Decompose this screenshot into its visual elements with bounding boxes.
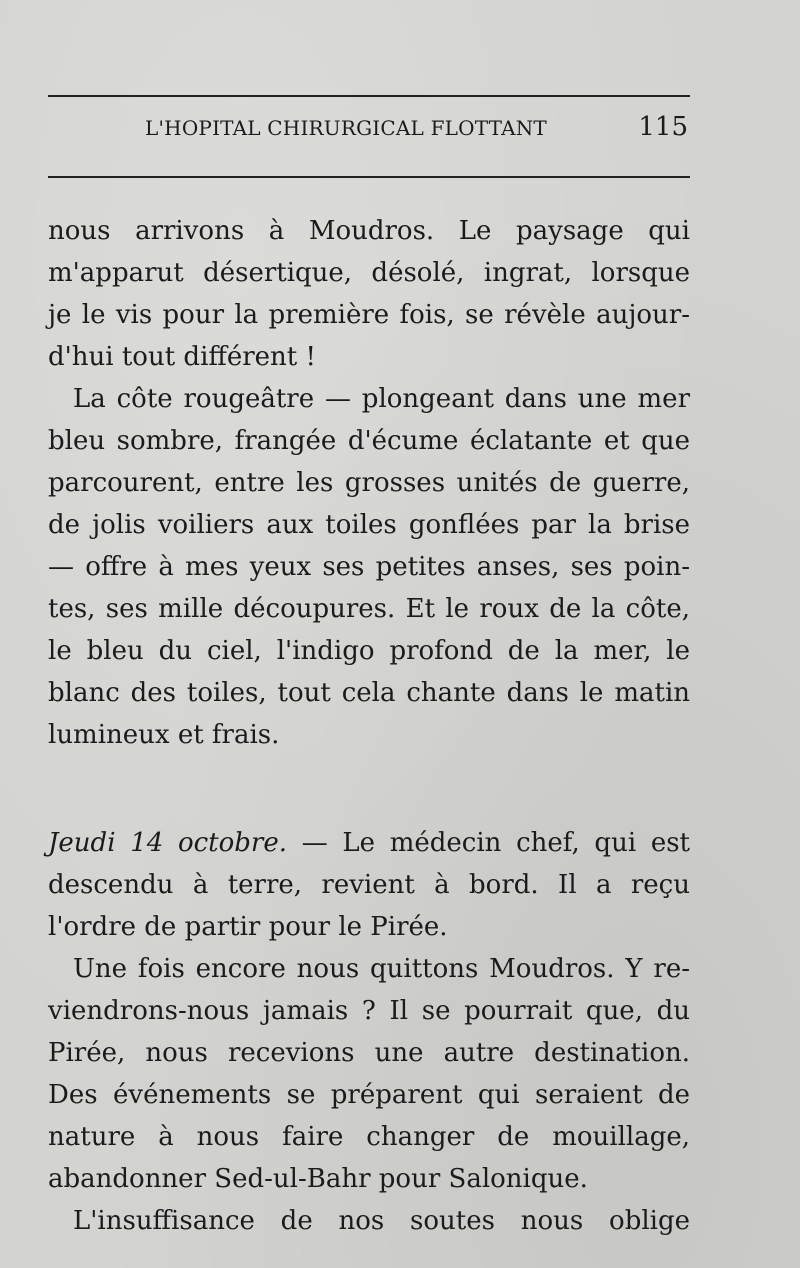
text-line: descendu à terre, revient à bord. Il a reçu (48, 870, 690, 900)
text-line: tes, ses mille découpures. Et le roux de la côte, (48, 594, 690, 624)
text-line (48, 822, 690, 864)
text-line: je le vis pour la première fois, se révèle aujour- (48, 300, 690, 330)
entry-date: Jeudi 14 octobre. (48, 828, 288, 858)
page-number: 115 (638, 112, 688, 142)
text-line: Pirée, nous recevions une autre destination. (48, 1038, 690, 1068)
section-gap (48, 756, 690, 822)
text-line: d'hui tout différent ! (48, 342, 316, 372)
text-line: Des événements se préparent qui seraient de (48, 1080, 690, 1110)
text-line: bleu sombre, frangée d'écume éclatante et que (48, 426, 690, 456)
text-line: nature à nous faire changer de mouillage, (48, 1122, 690, 1152)
running-title: L'HOPITAL CHIRURGICAL FLOTTANT (145, 116, 547, 140)
text-line: La côte rougeâtre — plongeant dans une mer (73, 384, 690, 414)
text-line: viendrons-nous jamais ? Il se pourrait que, du (48, 996, 690, 1026)
text-line: parcourent, entre les grosses unités de guerre, (48, 468, 690, 498)
header-rule-bottom (48, 176, 690, 178)
running-head (48, 112, 690, 144)
text-line: L'insuffisance de nos soutes nous oblige (73, 1206, 690, 1236)
text-line: blanc des toiles, tout cela chante dans le matin (48, 678, 690, 708)
text-line: abandonner Sed-ul-Bahr pour Salonique. (48, 1164, 588, 1194)
text-line: — offre à mes yeux ses petites anses, ses poin- (48, 552, 690, 582)
header-rule-top (48, 95, 690, 97)
text-line: le bleu du ciel, l'indigo profond de la mer, le (48, 636, 690, 666)
entry-first-line-rest: — Le médecin chef, qui est (287, 828, 690, 858)
text-line: Une fois encore nous quittons Moudros. Y re- (73, 954, 690, 984)
text-line: l'ordre de partir pour le Pirée. (48, 912, 448, 942)
text-line: m'apparut désertique, désolé, ingrat, lorsque (48, 258, 690, 288)
body-text (48, 210, 690, 1242)
text-line: de jolis voiliers aux toiles gonflées par la brise (48, 510, 690, 540)
text-line: nous arrivons à Moudros. Le paysage qui (48, 216, 690, 246)
text-line: lumineux et frais. (48, 720, 280, 750)
